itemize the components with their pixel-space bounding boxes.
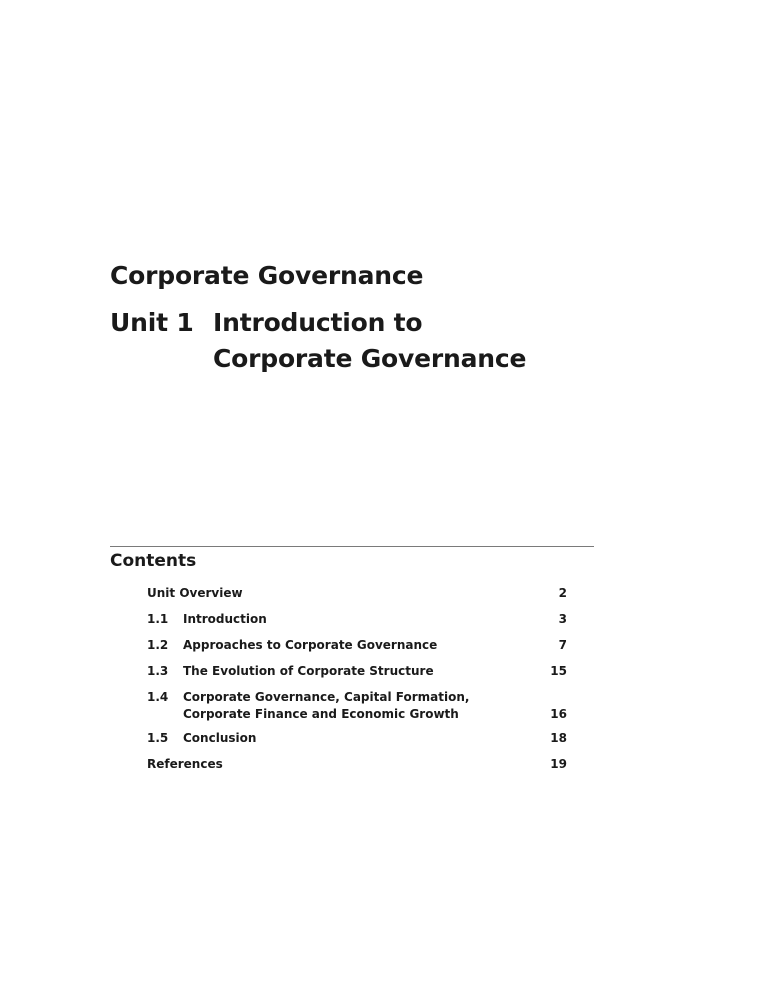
toc-entry-page: 16 (550, 707, 567, 721)
toc-entry-title: Introduction (183, 612, 267, 626)
toc-entry-title: Corporate Governance, Capital Formation, Corporate Finance and Economic Growth (183, 690, 470, 721)
contents-divider (110, 546, 594, 547)
course-title: Corporate Governance (110, 261, 424, 290)
toc-entry-number: 1.2 (147, 638, 169, 652)
toc-entry-page: 15 (550, 664, 567, 678)
contents-heading: Contents (110, 551, 197, 571)
toc-entry-number: 1.1 (147, 612, 169, 626)
toc-entry-number: 1.5 (147, 731, 169, 745)
toc-entry-number: 1.4 (147, 690, 169, 704)
toc-entry-page: 7 (558, 638, 567, 652)
toc-entry-title: Unit Overview (147, 586, 243, 600)
unit-number: Unit 1 (110, 308, 194, 337)
toc-entry-title: Approaches to Corporate Governance (183, 638, 438, 652)
unit-title: Introduction to Corporate Governance (213, 308, 527, 373)
toc-entry-page: 18 (550, 731, 567, 745)
toc-entry-page: 3 (558, 612, 567, 626)
toc-entry-title: References (147, 757, 223, 771)
toc-entry-page: 19 (550, 757, 567, 771)
toc-entry-number: 1.3 (147, 664, 169, 678)
toc-entry-page: 2 (558, 586, 567, 600)
toc-entry-title: Conclusion (183, 731, 257, 745)
toc-entry-title: The Evolution of Corporate Structure (183, 664, 434, 678)
